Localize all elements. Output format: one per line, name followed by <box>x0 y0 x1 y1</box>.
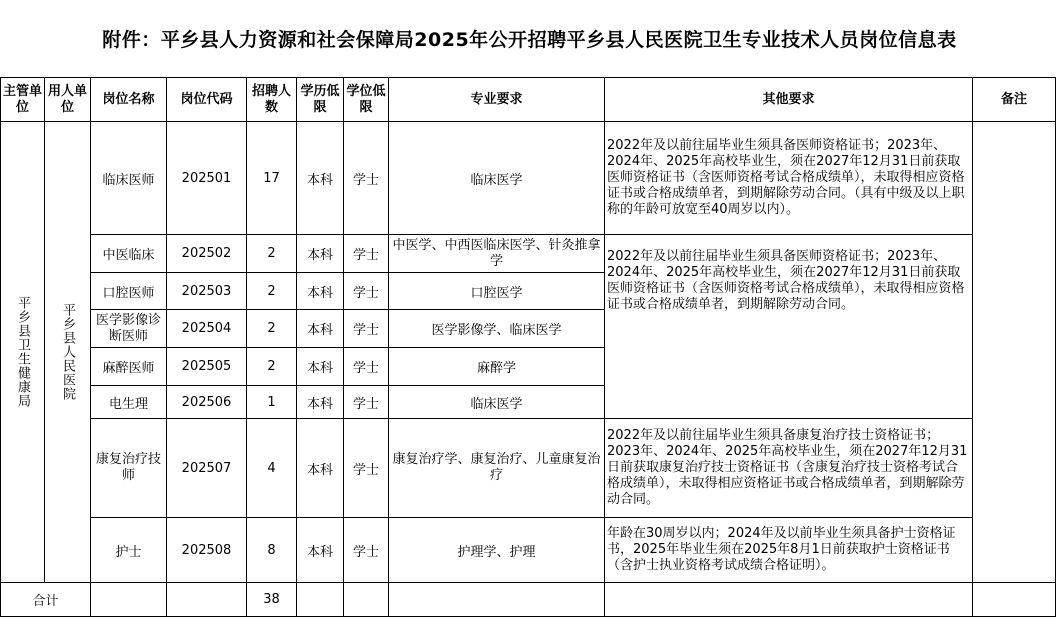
position-code: 202504 <box>167 310 247 348</box>
position-name: 临床医师 <box>91 122 167 235</box>
position-name: 麻醉医师 <box>91 348 167 386</box>
position-name: 中医临床 <box>91 235 167 273</box>
page-title: 附件：平乡县人力资源和社会保障局2025年公开招聘平乡县人民医院卫生专业技术人员岗位信息表 <box>102 29 957 51</box>
other-req: 2022年及以前往届毕业生须具备康复治疗技士资格证书；2023年、2024年、2025年高校毕业生，须在2027年12月31日前获取康复治疗技士资格证书（含康复治疗技士资格考试合格成绩单），未取得相应资格证书或合格成绩单者，到期解除劳动合同。 <box>605 419 973 518</box>
position-code: 202501 <box>167 122 247 235</box>
position-table <box>0 77 1056 617</box>
hire-count: 17 <box>247 122 297 235</box>
degree-min: 学士 <box>344 518 389 583</box>
table-row <box>1 419 1056 518</box>
major-req: 临床医学 <box>389 386 605 419</box>
total-empty <box>297 583 344 617</box>
edu-min: 本科 <box>297 310 344 348</box>
header-remark: 备注 <box>973 78 1056 122</box>
total-empty <box>167 583 247 617</box>
total-empty <box>973 583 1056 617</box>
position-code: 202507 <box>167 419 247 518</box>
header-position: 岗位名称 <box>91 78 167 122</box>
header-count: 招聘人数 <box>247 78 297 122</box>
major-req: 临床医学 <box>389 122 605 235</box>
employer-name: 平乡县人民医院 <box>60 303 75 401</box>
other-req: 年龄在30周岁以内；2024年及以前毕业生须具备护士资格证书，2025年毕业生须在2025年8月1日前获取护士资格证书（含护士执业资格考试成绩合格证明）。 <box>605 518 973 583</box>
edu-min: 本科 <box>297 518 344 583</box>
hire-count: 8 <box>247 518 297 583</box>
major-req: 康复治疗学、康复治疗、儿童康复治疗 <box>389 419 605 518</box>
major-req: 护理学、护理 <box>389 518 605 583</box>
hire-count: 1 <box>247 386 297 419</box>
other-req: 2022年及以前往届毕业生须具备医师资格证书；2023年、2024年、2025年高校毕业生，须在2027年12月31日前获取医师资格证书（含医师资格考试合格成绩单），未取得相应资格证书或合格成绩单者，到期解除劳动合同。（具有中级及以上职称的年龄可放宽至40周岁以内）。 <box>605 122 973 235</box>
position-code: 202505 <box>167 348 247 386</box>
total-label: 合计 <box>1 583 91 617</box>
header-code: 岗位代码 <box>167 78 247 122</box>
degree-min: 学士 <box>344 348 389 386</box>
position-code: 202506 <box>167 386 247 419</box>
employer-cell <box>45 122 91 583</box>
position-code: 202508 <box>167 518 247 583</box>
position-code: 202502 <box>167 235 247 273</box>
header-row <box>1 78 1056 122</box>
dept-cell <box>1 122 45 583</box>
header-degree: 学位低限 <box>344 78 389 122</box>
dept-name: 平乡县卫生健康局 <box>15 296 30 408</box>
edu-min: 本科 <box>297 273 344 310</box>
total-empty <box>605 583 973 617</box>
total-row <box>1 583 1056 617</box>
major-req: 医学影像学、临床医学 <box>389 310 605 348</box>
header-other: 其他要求 <box>605 78 973 122</box>
hire-count: 2 <box>247 273 297 310</box>
degree-min: 学士 <box>344 419 389 518</box>
remark-cell <box>973 122 1056 583</box>
header-employer: 用人单位 <box>45 78 91 122</box>
table-row <box>1 122 1056 235</box>
degree-min: 学士 <box>344 122 389 235</box>
degree-min: 学士 <box>344 310 389 348</box>
major-req: 口腔医学 <box>389 273 605 310</box>
position-code: 202503 <box>167 273 247 310</box>
position-name: 护士 <box>91 518 167 583</box>
hire-count: 2 <box>247 235 297 273</box>
edu-min: 本科 <box>297 386 344 419</box>
total-empty <box>344 583 389 617</box>
edu-min: 本科 <box>297 122 344 235</box>
degree-min: 学士 <box>344 273 389 310</box>
header-major: 专业要求 <box>389 78 605 122</box>
position-name: 电生理 <box>91 386 167 419</box>
position-name: 康复治疗技师 <box>91 419 167 518</box>
edu-min: 本科 <box>297 419 344 518</box>
major-req: 麻醉学 <box>389 348 605 386</box>
edu-min: 本科 <box>297 348 344 386</box>
table-row <box>1 235 1056 273</box>
degree-min: 学士 <box>344 386 389 419</box>
table-row <box>1 518 1056 583</box>
position-name: 医学影像诊断医师 <box>91 310 167 348</box>
other-req: 2022年及以前往届毕业生须具备医师资格证书；2023年、2024年、2025年高校毕业生，须在2027年12月31日前获取医师资格证书（含医师资格考试合格成绩单），未取得相应资格证书或合格成绩单者，到期解除劳动合同。 <box>605 235 973 419</box>
total-empty <box>91 583 167 617</box>
total-count: 38 <box>247 583 297 617</box>
header-dept: 主管单位 <box>1 78 45 122</box>
hire-count: 2 <box>247 348 297 386</box>
hire-count: 2 <box>247 310 297 348</box>
header-edu: 学历低限 <box>297 78 344 122</box>
degree-min: 学士 <box>344 235 389 273</box>
major-req: 中医学、中西医临床医学、针灸推拿学 <box>389 235 605 273</box>
position-name: 口腔医师 <box>91 273 167 310</box>
hire-count: 4 <box>247 419 297 518</box>
total-empty <box>389 583 605 617</box>
edu-min: 本科 <box>297 235 344 273</box>
